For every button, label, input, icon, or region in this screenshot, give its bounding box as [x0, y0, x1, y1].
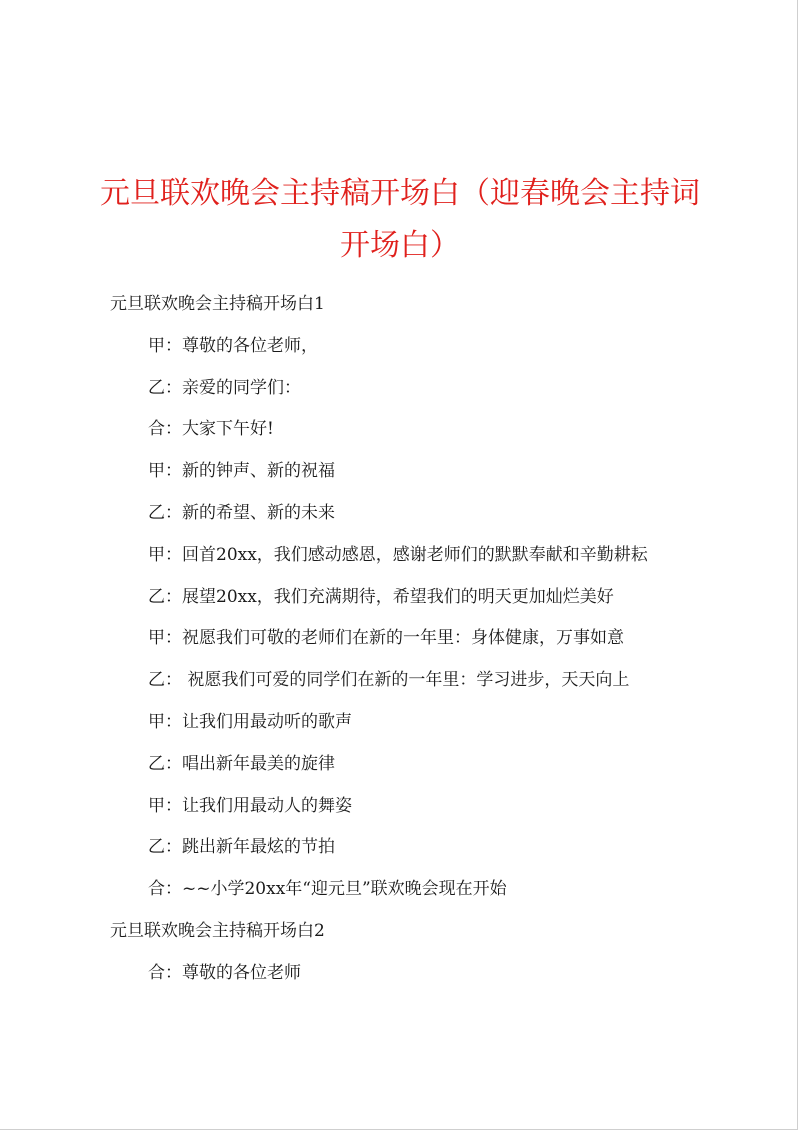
- paragraph-line: 甲：回首20xx，我们感动感恩，感谢老师们的默默奉献和辛勤耕耘: [148, 545, 648, 565]
- paragraph-line: 合：大家下午好!: [148, 419, 274, 439]
- paragraph-line: 甲：让我们用最动听的歌声: [148, 712, 352, 732]
- paragraph-line: 甲：尊敬的各位老师，: [148, 336, 318, 356]
- paragraph-line: 乙：亲爱的同学们：: [148, 378, 301, 398]
- section-heading: 元旦联欢晚会主持稿开场白2: [110, 921, 325, 941]
- paragraph-line: 甲：新的钟声、新的祝福: [148, 461, 335, 481]
- document-title: 元旦联欢晚会主持稿开场白（迎春晚会主持词开场白）: [100, 176, 700, 263]
- paragraph-line: 乙：跳出新年最炫的节拍: [148, 837, 335, 857]
- paragraph-line: 甲：让我们用最动人的舞姿: [148, 796, 352, 816]
- paragraph-line: 乙： 祝愿我们可爱的同学们在新的一年里：学习进步，天天向上: [148, 670, 630, 690]
- paragraph-line: 合：~~小学20xx年“迎元旦”联欢晚会现在开始: [148, 879, 507, 899]
- paragraph-line: 乙：展望20xx，我们充满期待，希望我们的明天更加灿烂美好: [148, 587, 614, 607]
- paragraph-line: 乙：新的希望、新的未来: [148, 503, 335, 523]
- paragraph-line: 甲：祝愿我们可敬的老师们在新的一年里：身体健康，万事如意: [148, 628, 624, 648]
- section-heading: 元旦联欢晚会主持稿开场白1: [110, 294, 325, 314]
- paragraph-line: 乙：唱出新年最美的旋律: [148, 754, 335, 774]
- paragraph-line: 合：尊敬的各位老师: [148, 963, 301, 983]
